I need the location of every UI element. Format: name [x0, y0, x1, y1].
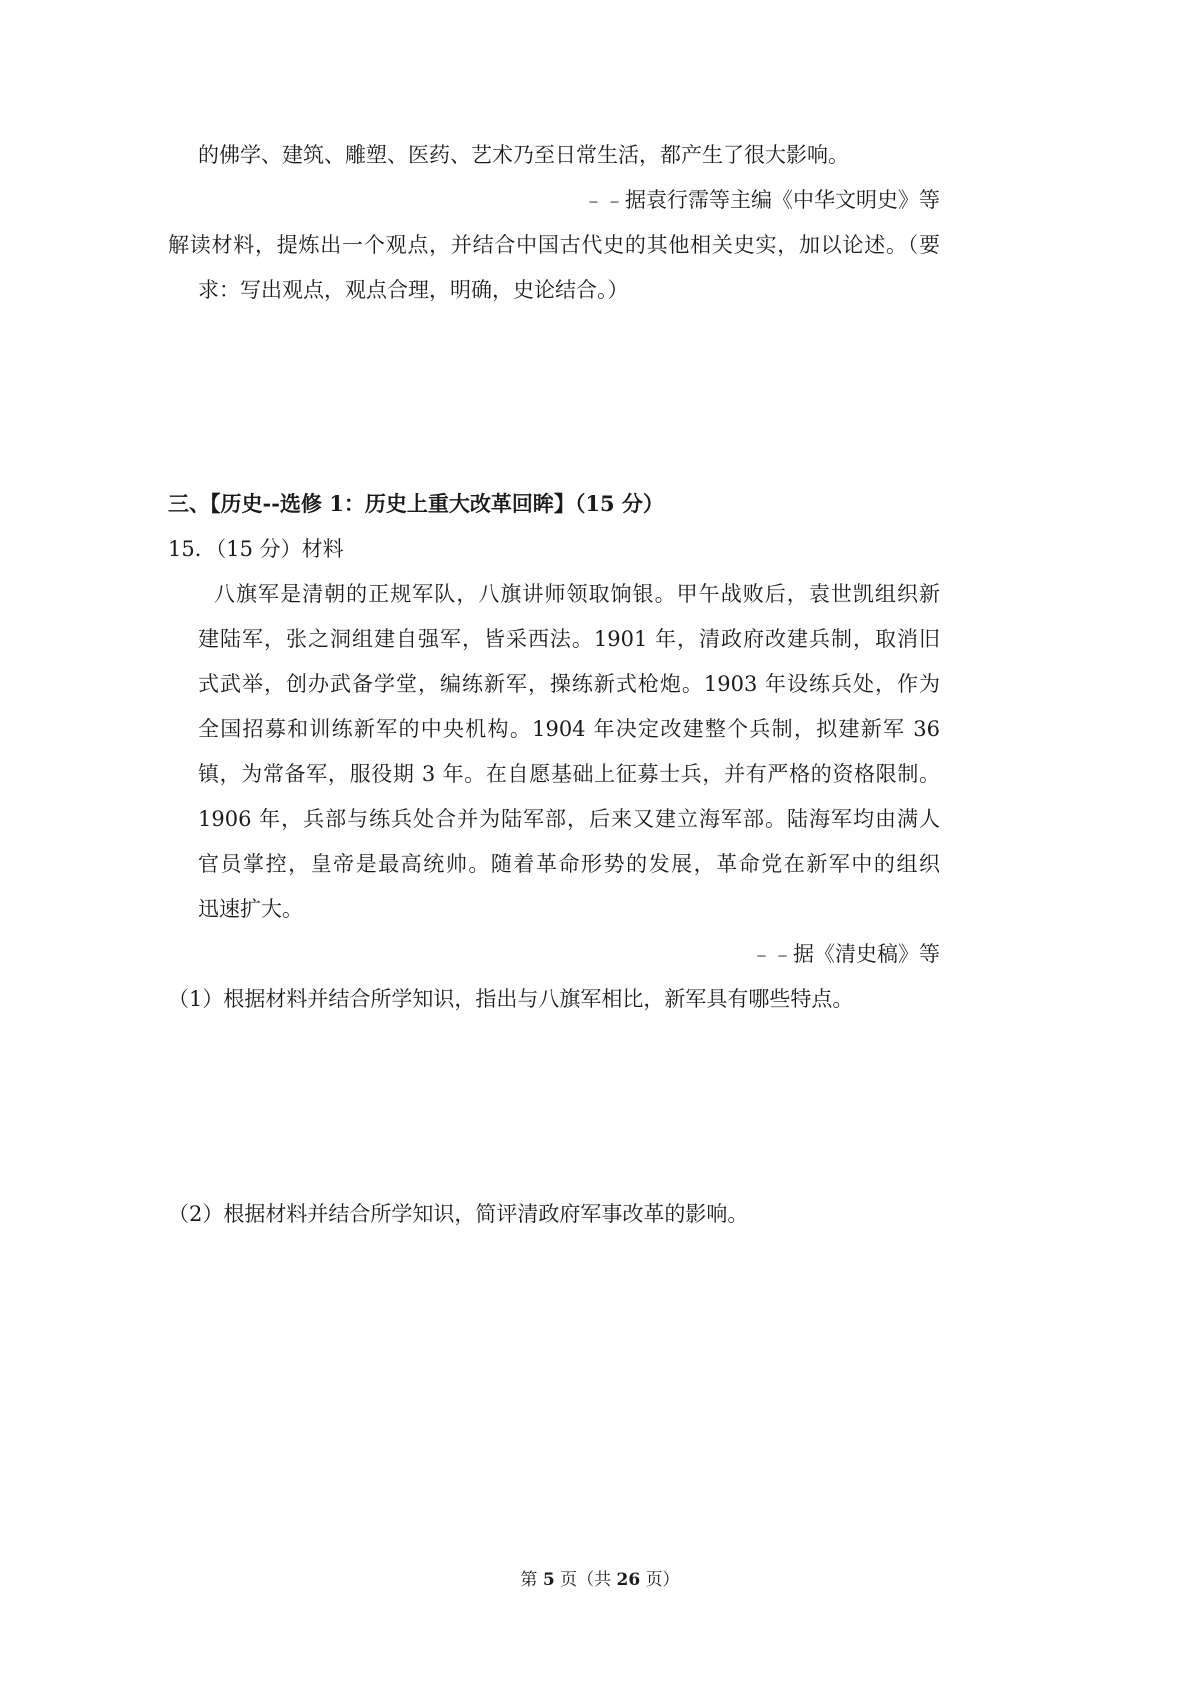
question-15-subquestion-2: （2）根据材料并结合所学知识，简评清政府军事改革的影响。 — [168, 1202, 749, 1226]
material-line: 全国招募和训练新军的中央机构。1904 年决定改建整个兵制，拟建新军 36 — [198, 717, 940, 741]
prev-question-prompt-line1: 解读材料，提炼出一个观点，并结合中国古代史的其他相关史实，加以论述。（要 — [168, 233, 940, 257]
prev-question-continuation: 的佛学、建筑、雕塑、医药、艺术乃至日常生活，都产生了很大影响。 — [198, 143, 849, 167]
footer-prefix: 第 — [520, 1570, 538, 1590]
material-line: 八旗军是清朝的正规军队，八旗讲师领取饷银。甲午战败后，袁世凯组织新 — [214, 582, 940, 606]
footer-suffix: 页） — [645, 1570, 680, 1590]
question-15-source: ﹣﹣据《清史稿》等 — [751, 942, 940, 966]
material-line: 建陆军，张之洞组建自强军，皆采西法。1901 年，清政府改建兵制，取消旧 — [198, 627, 940, 651]
question-15-subquestion-1: （1）根据材料并结合所学知识，指出与八旗军相比，新军具有哪些特点。 — [168, 987, 854, 1011]
material-line: 官员掌控，皇帝是最高统帅。随着革命形势的发展，革命党在新军中的组织 — [198, 852, 940, 876]
footer-total-pages: 26 — [616, 1570, 641, 1590]
footer-middle: 页（共 — [560, 1570, 612, 1590]
prev-question-prompt-line2: 求：写出观点，观点合理，明确，史论结合。） — [198, 278, 629, 302]
section-heading: 三、【历史--选修 1：历史上重大改革回眸】（15 分） — [168, 491, 664, 516]
material-line: 1906 年，兵部与练兵处合并为陆军部，后来又建立海军部。陆海军均由满人 — [198, 807, 940, 831]
page-footer — [0, 1565, 1200, 1590]
material-line: 镇，为常备军，服役期 3 年。在自愿基础上征募士兵，并有严格的资格限制。 — [198, 762, 940, 786]
material-line: 迅速扩大。 — [198, 897, 303, 921]
footer-page-number: 5 — [542, 1570, 555, 1590]
material-line: 式武举，创办武备学堂，编练新军，操练新式枪炮。1903 年设练兵处，作为 — [198, 672, 940, 696]
prev-question-source: ﹣﹣据袁行霈等主编《中华文明史》等 — [583, 188, 940, 212]
question-15-header: 15．（15 分）材料 — [168, 537, 344, 561]
